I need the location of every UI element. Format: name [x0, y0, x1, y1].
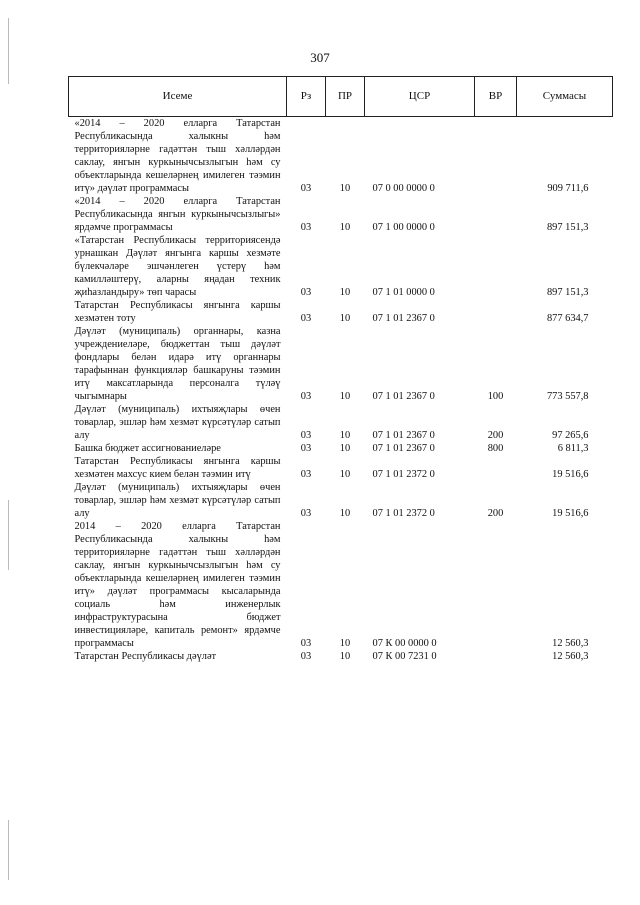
table-row — [69, 234, 613, 299]
row-pr: 10 — [339, 430, 351, 441]
table-row — [69, 325, 613, 403]
table-row — [69, 481, 613, 520]
table-row — [69, 403, 613, 442]
row-csr: 07 1 01 2372 0 — [372, 508, 435, 519]
row-rz: 03 — [300, 443, 312, 454]
table-row — [69, 195, 613, 234]
table-header — [69, 77, 613, 117]
row-vr — [475, 520, 517, 650]
row-name: «2014 – 2020 елларга Татарстан Республикасында халыкны һәм территорияләрне гадәттән тыш хәлләрдән саклау, янгын куркынычсызлыгын һәм су объектларында кешеләрнең имилеген тәэмин итү» дәүләт программасы — [74, 118, 281, 194]
header-rz: Рз — [287, 77, 326, 117]
row-name: Татарстан Республикасы янгынга каршы хезмәтен тоту — [74, 300, 281, 324]
row-rz: 03 — [300, 222, 312, 233]
row-name: Татарстан Республикасы янгынга каршы хезмәтен махсус кием белән тәэмин итү — [74, 456, 281, 480]
row-rz: 03 — [300, 287, 312, 298]
row-vr — [475, 455, 517, 481]
row-csr: 07 1 01 0000 0 — [372, 287, 435, 298]
row-sum: 97 265,6 — [552, 430, 589, 441]
budget-table — [68, 76, 613, 663]
row-name: Татарстан Республикасы дәүләт — [74, 651, 217, 662]
row-vr — [475, 234, 517, 299]
table-row — [69, 117, 613, 196]
row-pr: 10 — [339, 183, 351, 194]
row-rz: 03 — [300, 638, 312, 649]
row-csr: 07 1 01 2367 0 — [372, 391, 435, 402]
row-sum: 12 560,3 — [552, 638, 589, 649]
row-sum: 19 516,6 — [552, 469, 589, 480]
table-row — [69, 455, 613, 481]
row-vr: 100 — [487, 391, 504, 402]
row-csr: 07 1 01 2367 0 — [372, 313, 435, 324]
table-row — [69, 442, 613, 455]
table-body — [69, 117, 613, 664]
row-pr: 10 — [339, 469, 351, 480]
row-rz: 03 — [300, 651, 312, 662]
row-name: Дәүләт (муниципаль) органнары, казна учреждениеләре, бюджеттан тыш дәүләт фондлары белән идарә итү органнары тарафыннан функцияләр башкаруны тәэмин итү максатларында персоналга түләү чыгымнары — [74, 326, 281, 402]
row-vr — [475, 650, 517, 663]
row-rz: 03 — [300, 391, 312, 402]
header-csr: ЦСР — [365, 77, 475, 117]
row-vr: 800 — [487, 443, 504, 454]
row-sum: 19 516,6 — [552, 508, 589, 519]
row-sum: 897 151,3 — [546, 287, 589, 298]
page-number: 307 — [310, 50, 330, 65]
scan-margin-mark — [8, 820, 9, 880]
row-sum: 12 560,3 — [552, 651, 589, 662]
row-rz: 03 — [300, 469, 312, 480]
row-vr — [475, 117, 517, 196]
row-csr: 07 0 00 0000 0 — [372, 183, 435, 194]
row-vr: 200 — [487, 508, 504, 519]
row-csr: 07 1 01 2372 0 — [372, 469, 435, 480]
table-row — [69, 299, 613, 325]
header-sum: Суммасы — [517, 77, 613, 117]
row-csr: 07 1 01 2367 0 — [372, 430, 435, 441]
row-rz: 03 — [300, 183, 312, 194]
table-row — [69, 520, 613, 650]
row-vr — [475, 195, 517, 234]
row-pr: 10 — [339, 222, 351, 233]
row-name: Башка бюджет ассигнованиеләре — [74, 443, 221, 454]
header-vr: ВР — [475, 77, 517, 117]
row-pr: 10 — [339, 287, 351, 298]
row-rz: 03 — [300, 508, 312, 519]
row-name: «2014 – 2020 елларга Татарстан Республикасында янгын куркынычсызлыгы» ярдәмче программасы — [74, 196, 281, 233]
row-sum: 909 711,6 — [547, 183, 589, 194]
row-sum: 773 557,8 — [546, 391, 589, 402]
row-sum: 897 151,3 — [546, 222, 589, 233]
row-pr: 10 — [339, 638, 351, 649]
row-name: Дәүләт (муниципаль) ихтыяҗлары өчен товарлар, эшләр һәм хезмәт күрсәтүләр сатып алу — [74, 482, 281, 519]
table-row — [69, 650, 613, 663]
row-name: «Татарстан Республикасы территориясендә урнашкан Дәүләт янгынга каршы хезмәте бүлекчәләре эшчәнлеген үстерү һәм камилләштерү, аларны яңадан техник җиһазландыру» төп чарасы — [74, 235, 281, 298]
row-name: 2014 – 2020 елларга Татарстан Республикасында халыкны һәм территорияләрне гадәттән тыш хәлләрдән саклау, янгын куркынычсызлыгын һәм су объектларында кешеләрнең имилеген тәэмин итү» дәүләт программасы кысаларында социаль һәм инженерлык инфраструктурасына бюджет инвестицияләре, капиталь ремонт» ярдәмче программасы — [74, 521, 281, 649]
row-sum: 6 811,3 — [557, 443, 589, 454]
header-pr: ПР — [326, 77, 365, 117]
row-pr: 10 — [339, 508, 351, 519]
row-sum: 877 634,7 — [546, 313, 589, 324]
row-rz: 03 — [300, 430, 312, 441]
header-name: Исеме — [69, 77, 287, 117]
row-pr: 10 — [339, 651, 351, 662]
row-vr: 200 — [487, 430, 504, 441]
row-name: Дәүләт (муниципаль) ихтыяҗлары өчен товарлар, эшләр һәм хезмәт күрсәтүләр сатып алу — [74, 404, 281, 441]
row-pr: 10 — [339, 443, 351, 454]
row-vr — [475, 299, 517, 325]
row-csr: 07 К 00 0000 0 — [372, 638, 437, 649]
scan-margin-mark — [8, 500, 9, 570]
row-pr: 10 — [339, 313, 351, 324]
row-csr: 07 1 01 2367 0 — [372, 443, 435, 454]
row-rz: 03 — [300, 313, 312, 324]
row-pr: 10 — [339, 391, 351, 402]
row-csr: 07 1 00 0000 0 — [372, 222, 435, 233]
row-csr: 07 К 00 7231 0 — [372, 651, 437, 662]
